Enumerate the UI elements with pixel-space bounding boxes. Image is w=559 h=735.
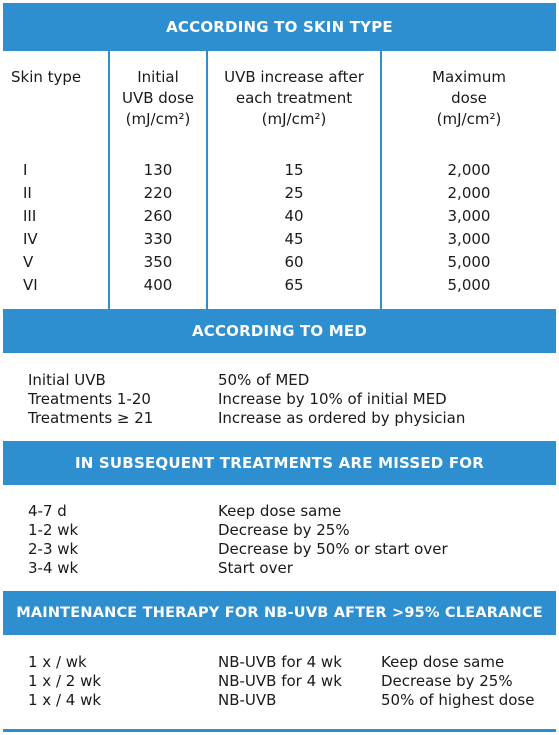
med-row-label: Initial UVB	[28, 371, 106, 389]
maintenance-freq-cell: 1 x / wk	[28, 653, 87, 671]
med-row-label: Treatments ≥ 21	[28, 409, 154, 427]
header-skin-type: Skin type	[11, 68, 82, 86]
section-title-skin-type: ACCORDING TO SKIN TYPE	[3, 3, 556, 51]
uvb-increase-cell: 25	[284, 184, 304, 202]
uvb-increase-cell: 60	[284, 253, 304, 271]
initial-dose-cell: 400	[143, 276, 173, 294]
skin-type-cell: IV	[23, 230, 38, 248]
maintenance-therapy	[218, 653, 342, 710]
section-title-missed-treatments: IN SUBSEQUENT TREATMENTS ARE MISSED FOR	[3, 441, 556, 485]
uvb-increase-cell: 65	[284, 276, 304, 294]
missed-row-label: 1-2 wk	[28, 521, 79, 539]
maintenance-therapy-cell: NB-UVB for 4 wk	[218, 672, 342, 690]
section-title-maintenance: MAINTENANCE THERAPY FOR NB-UVB AFTER >95% CLEARANCE	[3, 591, 556, 635]
header-initial-dose: Initial UVB dose (mJ/cm²)	[121, 68, 195, 128]
skin-type-cell: III	[23, 207, 37, 225]
med-row-value: 50% of MED	[218, 371, 310, 389]
bottom-rule	[3, 729, 556, 732]
skin-type-cell: V	[23, 253, 34, 271]
maximum-dose-cell: 2,000	[447, 184, 491, 202]
maximum-dose-column	[382, 159, 556, 297]
maintenance-frequency	[28, 653, 101, 710]
skin-type-cell: VI	[23, 276, 38, 294]
maintenance-therapy-cell: NB-UVB for 4 wk	[218, 653, 342, 671]
med-row-label: Treatments 1-20	[28, 390, 151, 408]
uvb-increase-column	[208, 159, 380, 297]
missed-row-value: Decrease by 25%	[218, 521, 350, 539]
missed-row-value: Start over	[218, 559, 293, 577]
missed-row-label: 2-3 wk	[28, 540, 79, 558]
uvb-increase-cell: 45	[284, 230, 304, 248]
initial-dose-cell: 350	[143, 253, 173, 271]
uvb-increase-cell: 15	[284, 161, 304, 179]
header-maximum-dose: Maximum dose (mJ/cm²)	[432, 68, 506, 128]
maximum-dose-cell: 3,000	[447, 207, 491, 225]
maximum-dose-cell: 5,000	[447, 276, 491, 294]
initial-dose-column	[110, 159, 206, 297]
skin-type-cell: II	[23, 184, 32, 202]
maintenance-freq-cell: 1 x / 2 wk	[28, 672, 102, 690]
initial-dose-cell: 260	[143, 207, 173, 225]
missed-row-value: Decrease by 50% or start over	[218, 540, 448, 558]
uvb-dosing-table	[3, 3, 556, 735]
maintenance-action-cell: Decrease by 25%	[381, 672, 513, 690]
med-labels	[28, 371, 153, 428]
skin-type-cell: I	[23, 161, 28, 179]
section-title-med: ACCORDING TO MED	[3, 309, 556, 353]
initial-dose-cell: 220	[143, 184, 173, 202]
initial-dose-cell: 330	[143, 230, 173, 248]
maintenance-action-cell: Keep dose same	[381, 653, 505, 671]
med-row-value: Increase as ordered by physician	[218, 409, 466, 427]
header-uvb-increase: UVB increase after each treatment (mJ/cm²)	[224, 68, 364, 128]
missed-labels	[28, 502, 78, 578]
maximum-dose-cell: 2,000	[447, 161, 491, 179]
maximum-dose-cell: 3,000	[447, 230, 491, 248]
missed-row-value: Keep dose same	[218, 502, 342, 520]
missed-row-label: 3-4 wk	[28, 559, 79, 577]
skin-type-column	[23, 159, 38, 297]
maximum-dose-cell: 5,000	[447, 253, 491, 271]
maintenance-freq-cell: 1 x / 4 wk	[28, 691, 102, 709]
maintenance-action-cell: 50% of highest dose	[381, 691, 535, 709]
uvb-increase-cell: 40	[284, 207, 304, 225]
med-row-value: Increase by 10% of initial MED	[218, 390, 447, 408]
maintenance-therapy-cell: NB-UVB	[218, 691, 277, 709]
med-values	[218, 371, 465, 428]
initial-dose-cell: 130	[143, 161, 173, 179]
maintenance-action	[381, 653, 534, 710]
missed-values	[218, 502, 448, 578]
missed-row-label: 4-7 d	[28, 502, 67, 520]
